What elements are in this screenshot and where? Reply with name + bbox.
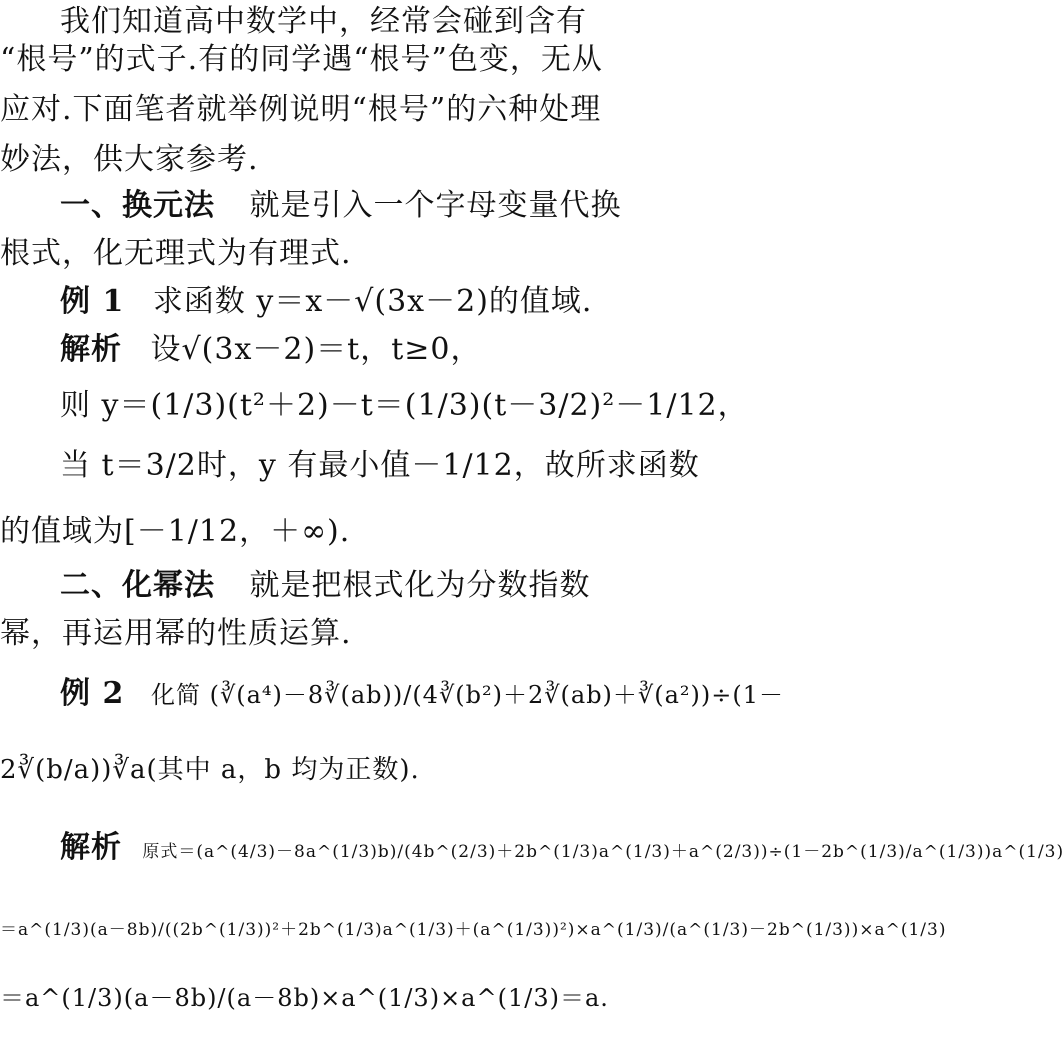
para-intro-line2: “根号”的式子.有的同学遇“根号”色变，无从 [0, 42, 603, 77]
example2-line2: 2∛(b/a))∛a(其中 a，b 均为正数). [0, 755, 420, 785]
example1-label: 例 1 [60, 284, 125, 319]
para-intro-line1: 我们知道高中数学中，经常会碰到含有 [60, 4, 587, 39]
section2-heading: 二、化幂法 [60, 568, 215, 603]
example2-label: 例 2 [60, 676, 125, 711]
solution1-label: 解析 [60, 332, 122, 367]
solution1-line2: 则 y＝(1/3)(t²＋2)－t＝(1/3)(t－3/2)²－1/12， [60, 388, 749, 423]
solution2-line1 [60, 830, 1064, 870]
example1-line [60, 284, 592, 320]
example2-text: 化简 (∛(a⁴)－8∛(ab))/(4∛(b²)＋2∛(ab)＋∛(a²))÷(1－ [150, 681, 784, 709]
section1-heading: 一、换元法 [60, 188, 215, 223]
solution2-line3: ＝a^(1/3)(a－8b)/(a－8b)×a^(1/3)×a^(1/3)＝a. [0, 984, 609, 1012]
example1-text: 求函数 y＝x－√(3x－2)的值域. [152, 284, 593, 319]
section2-line1 [60, 568, 591, 604]
solution2-line2: ＝a^(1/3)(a－8b)/((2b^(1/3))²＋2b^(1/3)a^(1/3)＋(a^(1/3))²)×a^(1/3)/(a^(1/3)－2b^(1/3))×a^(1/3) [0, 920, 947, 940]
section1-line1 [60, 188, 622, 224]
solution1-text: 设√(3x－2)＝t，t≥0， [150, 332, 482, 367]
solution2-text: 原式＝(a^(4/3)－8a^(1/3)b)/(4b^(2/3)＋2b^(1/3)a^(1/3)＋a^(2/3))÷(1－2b^(1/3)/a^(1/3))a^(1/3) [142, 842, 1064, 862]
section2-text: 就是把根式化为分数指数 [249, 568, 591, 603]
para-intro-line3: 应对.下面笔者就举例说明“根号”的六种处理 [0, 92, 602, 127]
solution1-line1 [60, 332, 482, 368]
solution1-line3: 当 t＝3/2时，y 有最小值－1/12，故所求函数 [60, 448, 700, 483]
section1-text: 就是引入一个字母变量代换 [249, 188, 622, 223]
solution2-label: 解析 [60, 830, 122, 865]
para-intro-line4: 妙法，供大家参考. [0, 142, 259, 177]
example2-line1 [60, 676, 784, 713]
solution1-line4: 的值域为[－1/12，＋∞). [0, 514, 351, 549]
section1-line2: 根式，化无理式为有理式. [0, 236, 352, 271]
section2-line2: 幂，再运用幂的性质运算. [0, 616, 352, 651]
